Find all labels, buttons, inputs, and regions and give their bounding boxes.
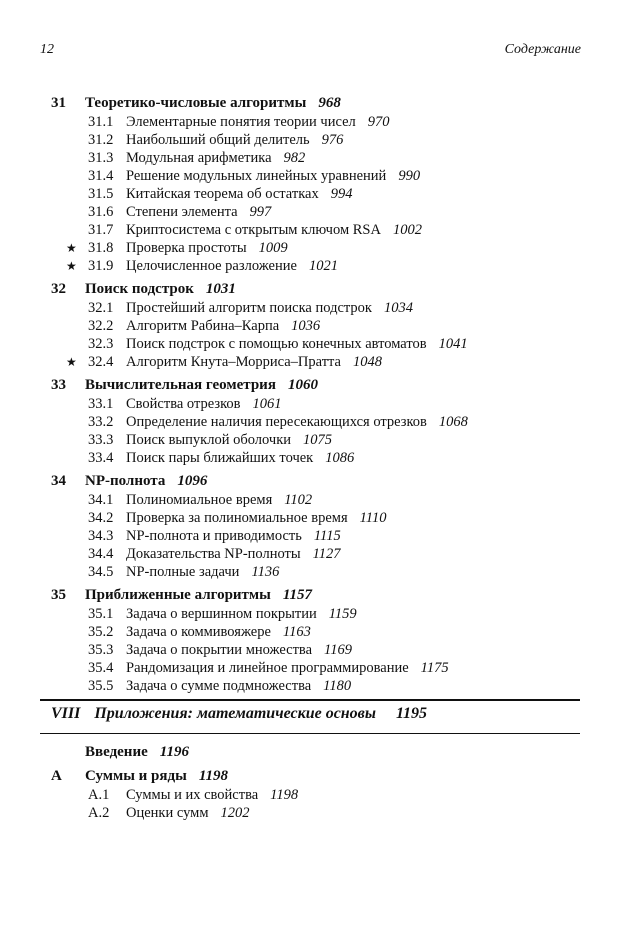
- section-number: A.2: [88, 805, 110, 821]
- chapter-page: 1060: [287, 377, 318, 393]
- section-number: 31.6: [88, 204, 114, 220]
- chapter-heading[interactable]: [51, 375, 591, 395]
- section-page: 1048: [352, 354, 382, 370]
- section-page: 1021: [308, 258, 338, 274]
- appendix-title: Суммы и ряды: [85, 768, 187, 784]
- section-number: 35.5: [88, 678, 114, 694]
- section-number: 34.3: [88, 528, 114, 544]
- part-rule-top: [40, 699, 580, 701]
- chapter-heading[interactable]: [51, 279, 591, 299]
- section-number: 32.2: [88, 318, 114, 334]
- section-number: 34.2: [88, 510, 114, 526]
- toc-section[interactable]: [51, 413, 591, 431]
- section-page: 1061: [252, 396, 282, 412]
- section-page: 1110: [359, 510, 387, 526]
- part-rule-bottom: [40, 733, 580, 734]
- intro-title: Введение: [85, 744, 148, 760]
- toc-section[interactable]: [51, 203, 591, 221]
- section-title: Доказательства NP-полноты: [126, 546, 301, 562]
- section-title: Простейший алгоритм поиска подстрок: [126, 300, 372, 316]
- toc-section[interactable]: [51, 449, 591, 467]
- section-page: 1102: [284, 492, 313, 508]
- chapter-number: 32: [51, 281, 66, 297]
- section-title: Рандомизация и линейное программирование: [126, 660, 409, 676]
- section-number: 34.4: [88, 546, 114, 562]
- section-page: 994: [330, 186, 353, 202]
- section-page: 982: [283, 150, 306, 166]
- section-title: Задача о коммивояжере: [126, 624, 271, 640]
- section-number: 31.5: [88, 186, 114, 202]
- section-page: 990: [398, 168, 421, 184]
- section-number: 35.2: [88, 624, 114, 640]
- star-icon: ★: [66, 259, 77, 273]
- toc-section[interactable]: [51, 185, 591, 203]
- section-title: NP-полнота и приводимость: [126, 528, 302, 544]
- section-number: A.1: [88, 787, 110, 803]
- section-page: 1041: [438, 336, 468, 352]
- section-page: 1002: [392, 222, 422, 238]
- section-page: 1086: [325, 450, 355, 466]
- section-page: 1075: [303, 432, 332, 448]
- section-title: Криптосистема с открытым ключом RSA: [126, 222, 381, 238]
- section-title: Алгоритм Кнута–Морриса–Пратта: [126, 354, 341, 370]
- appendix-heading[interactable]: [51, 766, 591, 786]
- chapter-heading[interactable]: [51, 471, 591, 491]
- section-number: 33.1: [88, 396, 114, 412]
- appendix-number: A: [51, 768, 62, 784]
- section-page: 1115: [313, 528, 341, 544]
- section-title: Степени элемента: [126, 204, 238, 220]
- toc-section[interactable]: [51, 221, 591, 239]
- toc-section[interactable]: [51, 299, 591, 317]
- section-number: 33.3: [88, 432, 114, 448]
- chapter-group: [51, 471, 591, 581]
- toc-section[interactable]: [51, 239, 591, 257]
- section-title: Модульная арифметика: [126, 150, 272, 166]
- chapter-heading[interactable]: [51, 585, 591, 605]
- section-title: Решение модульных линейных уравнений: [126, 168, 387, 184]
- section-number: 32.3: [88, 336, 114, 352]
- section-number: 32.1: [88, 300, 114, 316]
- section-number: 31.7: [88, 222, 114, 238]
- chapter-group: [51, 375, 591, 467]
- toc-section[interactable]: [51, 491, 591, 509]
- chapter-title: Теоретико-числовые алгоритмы: [85, 95, 307, 111]
- section-title: Задача о вершинном покрытии: [126, 606, 317, 622]
- section-page: 1202: [220, 805, 250, 821]
- section-title: Суммы и их свойства: [126, 787, 259, 803]
- part-heading[interactable]: [51, 705, 427, 723]
- toc-section[interactable]: [51, 335, 591, 353]
- section-page: 1198: [270, 787, 299, 803]
- section-title: Проверка простоты: [126, 240, 247, 256]
- chapter-number: 35: [51, 587, 66, 603]
- chapter-group: [51, 279, 591, 371]
- section-title: Задача о сумме подмножества: [126, 678, 312, 694]
- chapter-group: [51, 585, 591, 695]
- toc-section[interactable]: [51, 545, 591, 563]
- section-number: 33.2: [88, 414, 114, 430]
- chapter-title: Поиск подстрок: [85, 281, 194, 297]
- section-number: 31.4: [88, 168, 114, 184]
- section-number: 33.4: [88, 450, 114, 466]
- chapter-title: Приближенные алгоритмы: [85, 587, 271, 603]
- section-title: Алгоритм Рабина–Карпа: [126, 318, 280, 334]
- section-number: 34.5: [88, 564, 114, 580]
- section-page: 1169: [324, 642, 352, 658]
- toc-section[interactable]: [51, 605, 591, 623]
- toc-section[interactable]: [51, 113, 591, 131]
- toc-section[interactable]: [51, 353, 591, 371]
- section-page: 1180: [323, 678, 352, 694]
- toc-section[interactable]: [51, 641, 591, 659]
- toc-section[interactable]: [51, 786, 591, 804]
- section-page: 970: [367, 114, 390, 130]
- section-number: 31.8: [88, 240, 114, 256]
- section-number: 31.3: [88, 150, 114, 166]
- section-number: 31.2: [88, 132, 114, 148]
- section-page: 1068: [438, 414, 468, 430]
- section-number: 32.4: [88, 354, 114, 370]
- appendix-page: 1198: [198, 768, 228, 784]
- appendix-a: [51, 766, 591, 822]
- toc-section[interactable]: [51, 659, 591, 677]
- toc-section[interactable]: [51, 257, 591, 275]
- page-number: 12: [40, 42, 54, 57]
- section-number: 35.4: [88, 660, 114, 676]
- section-title: Целочисленное разложение: [126, 258, 297, 274]
- toc-section[interactable]: [51, 317, 591, 335]
- section-page: 1175: [420, 660, 449, 676]
- section-page: 976: [321, 132, 344, 148]
- section-page: 1034: [383, 300, 413, 316]
- section-page: 1127: [312, 546, 341, 562]
- section-number: 31.1: [88, 114, 114, 130]
- part-page: 1195: [395, 705, 428, 722]
- chapter-page: 1031: [205, 281, 236, 297]
- chapter-page: 1157: [282, 587, 313, 603]
- toc-section[interactable]: [51, 395, 591, 413]
- section-title: Свойства отрезков: [126, 396, 241, 412]
- section-number: 31.9: [88, 258, 114, 274]
- section-page: 1163: [282, 624, 311, 640]
- toc-section[interactable]: [51, 804, 591, 822]
- part-number: VIII: [51, 705, 81, 722]
- chapter-number: 34: [51, 473, 66, 489]
- section-number: 35.1: [88, 606, 114, 622]
- toc-section[interactable]: [51, 149, 591, 167]
- toc-section[interactable]: [51, 563, 591, 581]
- toc-section[interactable]: [51, 431, 591, 449]
- section-title: Проверка за полиномиальное время: [126, 510, 348, 526]
- chapter-page: 1096: [177, 473, 208, 489]
- section-title: NP-полные задачи: [126, 564, 240, 580]
- section-title: Наибольший общий делитель: [126, 132, 310, 148]
- section-page: 1136: [251, 564, 280, 580]
- chapter-title: NP-полнота: [85, 473, 166, 489]
- section-title: Поиск пары ближайших точек: [126, 450, 314, 466]
- toc-section[interactable]: [51, 527, 591, 545]
- section-title: Поиск подстрок с помощью конечных автоматов: [126, 336, 427, 352]
- section-number: 35.3: [88, 642, 114, 658]
- section-title: Задача о покрытии множества: [126, 642, 313, 658]
- chapter-group: [51, 93, 591, 275]
- toc-section[interactable]: [51, 131, 591, 149]
- chapter-number: 33: [51, 377, 66, 393]
- chapter-title: Вычислительная геометрия: [85, 377, 276, 393]
- section-title: Оценки сумм: [126, 805, 209, 821]
- section-title: Элементарные понятия теории чисел: [126, 114, 356, 130]
- table-of-contents: [51, 93, 591, 699]
- toc-section[interactable]: [51, 623, 591, 641]
- chapter-heading[interactable]: [51, 93, 591, 113]
- section-page: 1159: [328, 606, 357, 622]
- section-title: Поиск выпуклой оболочки: [126, 432, 291, 448]
- chapter-page: 968: [318, 95, 341, 111]
- section-title: Китайская теорема об остатках: [126, 186, 319, 202]
- star-icon: ★: [66, 241, 77, 255]
- chapter-number: 31: [51, 95, 66, 111]
- toc-section[interactable]: [51, 509, 591, 527]
- section-page: 1036: [291, 318, 321, 334]
- section-page: 997: [249, 204, 272, 220]
- intro-page: 1196: [159, 744, 189, 760]
- part-title: Приложения: математические основы: [94, 705, 376, 722]
- running-header: Содержание: [504, 42, 581, 57]
- section-page: 1009: [258, 240, 288, 256]
- section-number: 34.1: [88, 492, 114, 508]
- star-icon: ★: [66, 355, 77, 369]
- intro-entry[interactable]: [51, 742, 591, 762]
- section-title: Определение наличия пересекающихся отрезков: [126, 414, 427, 430]
- toc-section[interactable]: [51, 677, 591, 695]
- section-title: Полиномиальное время: [126, 492, 273, 508]
- toc-section[interactable]: [51, 167, 591, 185]
